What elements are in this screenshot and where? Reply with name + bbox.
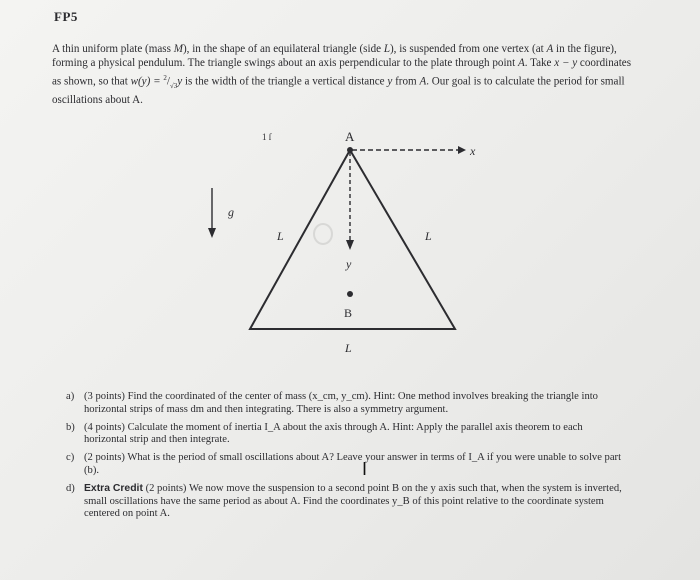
x-axis-label: x (470, 144, 476, 158)
question-list (66, 391, 626, 526)
gravity-label: g (228, 205, 234, 219)
text-cursor-icon: I (362, 459, 368, 479)
problem-statement: A thin uniform plate (mass M), in the shape of an equilateral triangle (side L), is suspended from one vertex (at A in the figure), forming a physical pendulum. The triangle swings about an axis perpendicular to the plate through point A. Take x − y coordinates as shown, so that $w(y) = ^2/_{√3}y$ is the width of the triangle a vertical distance y from A. Our goal is to calculate the period for small oscillations about A. (52, 43, 632, 107)
question-a: a) (3 points) Find the coordinated of the center of mass (x_cm, y_cm). Hint: One method involves breaking the triangle into horizontal strips of mass dm and then integrating. There is also a symmetry argument. (66, 391, 598, 415)
point-b-dot (347, 291, 353, 297)
bottom-side-label: L (345, 341, 352, 355)
faint-mark (314, 224, 332, 244)
problem-title: FP5 (54, 9, 78, 24)
vertex-a-dot (347, 147, 353, 153)
right-side-label: L (425, 229, 432, 243)
stray-mark: 1 ſ (262, 132, 272, 142)
question-d: d) Extra Credit (2 points) We now move the suspension to a second point B on the y axis such that, when the system is inverted, small oscillations have the same period as about A. Find the coordinates y_B of this point relative to the coordinate system centered on point A. (66, 482, 622, 520)
y-axis-label: y (346, 257, 352, 271)
y-axis-arrowhead (346, 240, 354, 250)
question-b: b) (4 points) Calculate the moment of inertia I_A about the axis through A. Hint: Apply the parallel axis theorem to each horizontal strip and then integrate. (66, 421, 583, 446)
vertex-a-label: A (345, 129, 355, 144)
x-axis-arrowhead (458, 146, 466, 154)
question-c: c) (2 points) What is the period of small oscillations about A? Leave your answer in terms of I_A if you were unable to solve part (b). (66, 452, 622, 476)
point-b-label: B (344, 306, 353, 320)
gravity-arrowhead (208, 228, 216, 238)
left-side-label: L (277, 229, 284, 243)
